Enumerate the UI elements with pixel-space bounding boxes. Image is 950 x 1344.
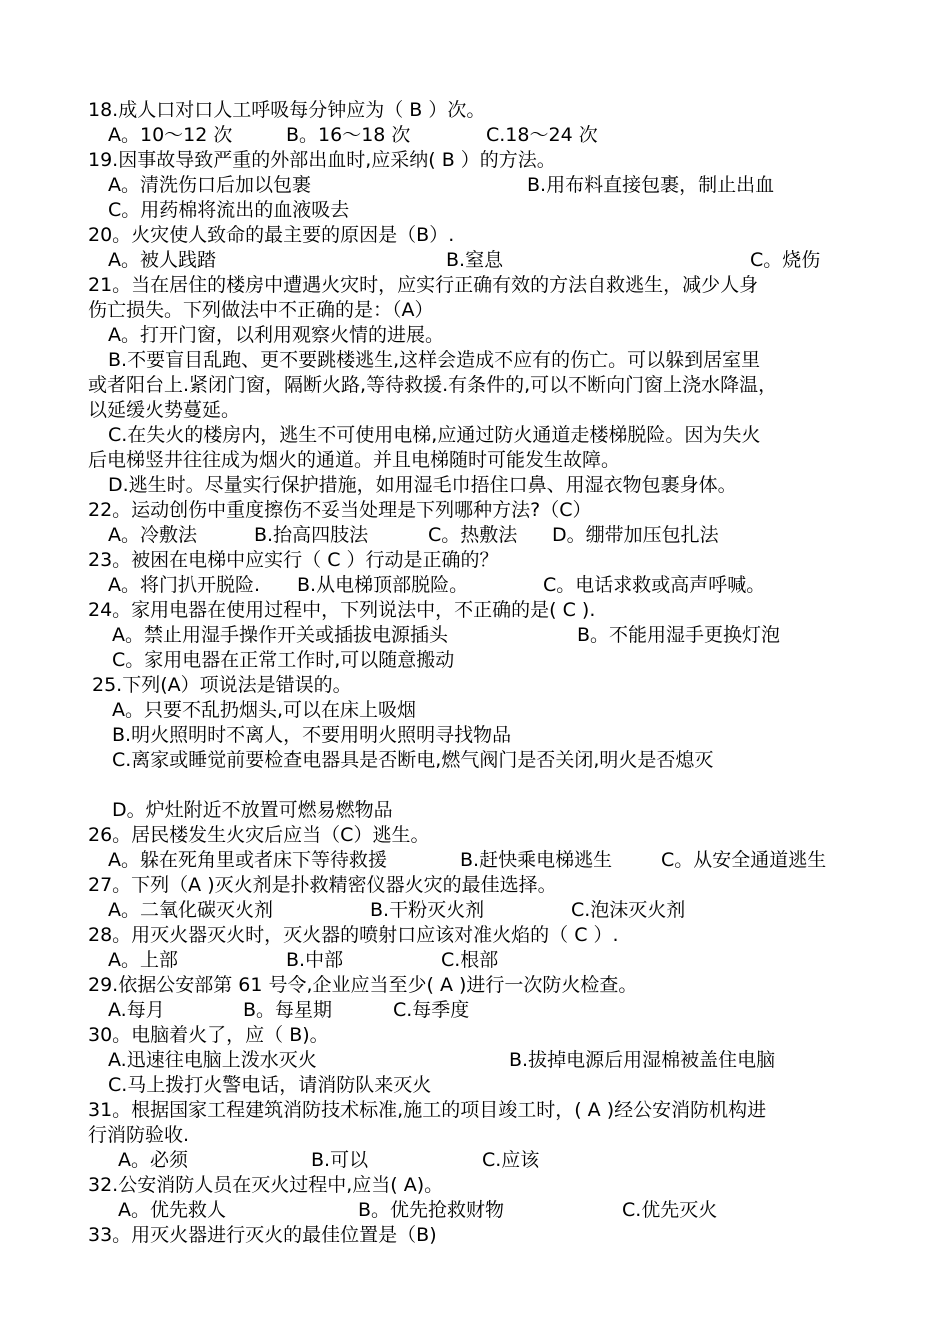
text-line: C.18～24 次 bbox=[486, 124, 598, 146]
text-line: A.每月 bbox=[108, 999, 165, 1021]
text-line: B.窒息 bbox=[446, 249, 504, 271]
text-line: C.根部 bbox=[441, 949, 499, 971]
text-line: 24。家用电器在使用过程中，下列说法中，不正确的是( C ). bbox=[88, 599, 596, 621]
text-line: B。每星期 bbox=[243, 999, 333, 1021]
text-line: B。优先抢救财物 bbox=[358, 1199, 505, 1221]
text-line: A。优先救人 bbox=[118, 1199, 226, 1221]
text-line: 25.下列(A）项说法是错误的。 bbox=[92, 674, 352, 696]
text-line: 21。当在居住的楼房中遭遇火灾时，应实行正确有效的方法自救逃生，减少人身 bbox=[88, 274, 759, 296]
text-line: D。绷带加压包扎法 bbox=[552, 524, 719, 546]
text-line: A。被人践踏 bbox=[108, 249, 216, 271]
text-line: A。上部 bbox=[108, 949, 178, 971]
text-line: 27。下列（A )灭火剂是扑救精密仪器火灾的最佳选择。 bbox=[88, 874, 557, 896]
text-line: 28。用灭火器灭火时，灭火器的喷射口应该对准火焰的（ C ）. bbox=[88, 924, 619, 946]
text-line: C。电话求救或高声呼喊。 bbox=[543, 574, 766, 596]
text-line: 33。用灭火器进行灭火的最佳位置是（B) bbox=[88, 1224, 437, 1246]
text-line: C。烧伤 bbox=[750, 249, 821, 271]
text-line: D。炉灶附近不放置可燃易燃物品 bbox=[112, 799, 393, 821]
text-line: B.中部 bbox=[286, 949, 344, 971]
text-line: C.泡沫灭火剂 bbox=[571, 899, 686, 921]
text-line: A。只要不乱扔烟头,可以在床上吸烟 bbox=[112, 699, 417, 721]
text-line: C.在失火的楼房内，逃生不可使用电梯,应通过防火通道走楼梯脱险。因为失火 bbox=[108, 424, 761, 446]
text-line: C.每季度 bbox=[393, 999, 470, 1021]
text-line: 18.成人口对口人工呼吸每分钟应为（ B ）次。 bbox=[88, 99, 486, 121]
text-line: 伤亡损失。下列做法中不正确的是：（A） bbox=[88, 299, 434, 321]
text-line: 30。电脑着火了，应（ B)。 bbox=[88, 1024, 329, 1046]
text-line: C。用药棉将流出的血液吸去 bbox=[108, 199, 350, 221]
text-line: A.迅速往电脑上泼水灭火 bbox=[108, 1049, 317, 1071]
text-line: A。将门扒开脱险. bbox=[108, 574, 261, 596]
text-line: 32.公安消防人员在灭火过程中,应当( A)。 bbox=[88, 1174, 444, 1196]
text-line: C。从安全通道逃生 bbox=[661, 849, 827, 871]
text-line: 23。被困在电梯中应实行（ C ）行动是正确的？ bbox=[88, 549, 499, 571]
text-line: B.干粉灭火剂 bbox=[370, 899, 485, 921]
text-line: B.抬高四肢法 bbox=[254, 524, 369, 546]
text-line: C.应该 bbox=[482, 1149, 540, 1171]
text-line: C。家用电器在正常工作时,可以随意搬动 bbox=[112, 649, 455, 671]
text-line: B.拔掉电源后用湿棉被盖住电脑 bbox=[509, 1049, 776, 1071]
text-line: C.离家或睡觉前要检查电器具是否断电,燃气阀门是否关闭,明火是否熄灭 bbox=[112, 749, 714, 771]
text-line: B.可以 bbox=[311, 1149, 369, 1171]
text-line: B.用布料直接包裹，制止出血 bbox=[527, 174, 775, 196]
text-line: B.明火照明时不离人，不要用明火照明寻找物品 bbox=[112, 724, 512, 746]
text-line: 或者阳台上.紧闭门窗，隔断火路,等待救援.有条件的,可以不断向门窗上浇水降温， bbox=[88, 374, 778, 396]
text-line: 行消防验收. bbox=[88, 1124, 190, 1146]
text-line: 31。根据国家工程建筑消防技术标准,施工的项目竣工时，( A )经公安消防机构进 bbox=[88, 1099, 767, 1121]
text-line: A。冷敷法 bbox=[108, 524, 197, 546]
text-line: A。10～12 次 bbox=[108, 124, 233, 146]
text-line: A。打开门窗，以利用观察火情的进展。 bbox=[108, 324, 444, 346]
text-line: A。清洗伤口后加以包裹 bbox=[108, 174, 311, 196]
text-line: 26。居民楼发生火灾后应当（C）逃生。 bbox=[88, 824, 430, 846]
text-line: 19.因事故导致严重的外部出血时,应采纳( B ）的方法。 bbox=[88, 149, 556, 171]
text-line: B.从电梯顶部脱险。 bbox=[297, 574, 469, 596]
text-line: B.不要盲目乱跑、更不要跳楼逃生,这样会造成不应有的伤亡。可以躲到居室里 bbox=[108, 349, 761, 371]
text-line: 以延缓火势蔓延。 bbox=[88, 399, 241, 421]
text-line: B.赶快乘电梯逃生 bbox=[460, 849, 613, 871]
text-line: 22。运动创伤中重度擦伤不妥当处理是下列哪种方法?（C） bbox=[88, 499, 592, 521]
text-line: A。躲在死角里或者床下等待救援 bbox=[108, 849, 387, 871]
text-line: D.逃生时。尽量实行保护措施，如用湿毛巾捂住口鼻、用湿衣物包裹身体。 bbox=[108, 474, 737, 496]
text-line: B。16～18 次 bbox=[286, 124, 411, 146]
text-line: C.马上拨打火警电话，请消防队来灭火 bbox=[108, 1074, 432, 1096]
text-line: 后电梯竖井往往成为烟火的通道。并且电梯随时可能发生故障。 bbox=[88, 449, 621, 471]
text-line: B。不能用湿手更换灯泡 bbox=[577, 624, 781, 646]
text-line: C。热敷法 bbox=[428, 524, 518, 546]
text-line: A。二氧化碳灭火剂 bbox=[108, 899, 273, 921]
text-line: 20。火灾使人致命的最主要的原因是（B）. bbox=[88, 224, 455, 246]
text-line: 29.依据公安部第 61 号令,企业应当至少( A )进行一次防火检查。 bbox=[88, 974, 638, 996]
text-line: A。禁止用湿手操作开关或插拔电源插头 bbox=[112, 624, 448, 646]
text-line: A。必须 bbox=[118, 1149, 188, 1171]
text-line: C.优先灭火 bbox=[622, 1199, 718, 1221]
